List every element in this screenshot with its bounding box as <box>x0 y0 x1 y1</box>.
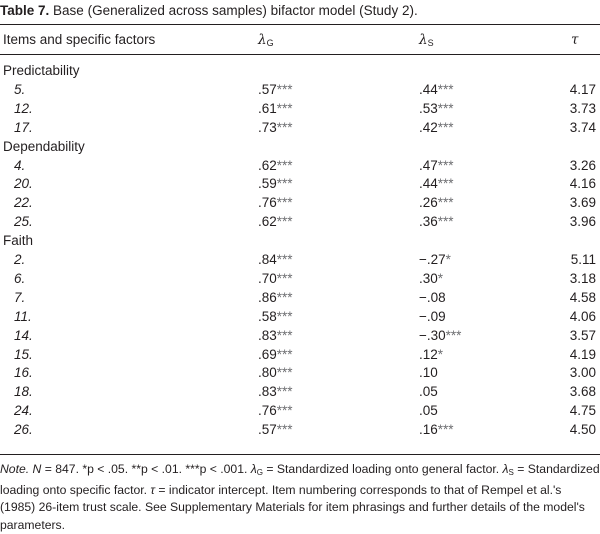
tau-value: 3.74 <box>569 119 596 135</box>
item-number: 17. <box>14 119 33 135</box>
lambda-s-number: .44 <box>419 81 438 97</box>
lambda-g-number: .61 <box>258 100 277 116</box>
lambda-g-significance: *** <box>276 100 293 116</box>
table-row <box>0 422 600 441</box>
lambda-g-value <box>258 328 293 343</box>
lambda-g-number: .84 <box>258 252 277 267</box>
lambda-s-number: .53 <box>419 100 438 116</box>
lambda-s-value <box>419 195 454 210</box>
group-row <box>0 139 600 158</box>
item-number: 18. <box>14 384 33 400</box>
lambda-g-number: .73 <box>258 119 277 135</box>
table-title: Base (Generalized across samples) bifactor model (Study 2). <box>53 3 418 18</box>
lambda-g-number: .76 <box>258 195 277 211</box>
tau-value: 3.00 <box>569 365 596 381</box>
lambda-g-number: .62 <box>258 157 277 173</box>
tau-value: 4.06 <box>569 308 596 324</box>
lambda-g-number: .83 <box>258 384 277 400</box>
item-number: 12. <box>14 100 33 116</box>
lambda-s-value <box>419 422 454 437</box>
lambda-g-value <box>258 120 293 135</box>
lambda-g-significance: *** <box>276 119 293 135</box>
tau-value: 3.69 <box>569 195 596 211</box>
lambda-s-value <box>419 328 461 343</box>
header-tau: τ <box>571 32 579 48</box>
lambda-g-significance: *** <box>276 195 293 211</box>
note-sig2: **p < .01. <box>131 462 182 476</box>
lambda-g-significance: *** <box>276 422 293 438</box>
item-number: 2. <box>14 252 26 267</box>
table-row <box>0 403 600 422</box>
lambda-s-value <box>419 290 446 305</box>
lambda-g-number: .59 <box>258 176 277 192</box>
lambda-s-value <box>419 214 454 229</box>
table-row <box>0 158 600 177</box>
item-number: 16. <box>14 365 33 381</box>
tau-value: 5.11 <box>570 252 596 267</box>
lambda-g-value <box>258 101 293 116</box>
lambda-g-number: .80 <box>258 365 277 381</box>
lambda-g-value <box>258 403 293 418</box>
item-number: 6. <box>14 270 26 286</box>
header-lambda-g: $\lambda_G$ <box>258 32 274 48</box>
header-lambda-s: $\lambda_S$ <box>419 32 434 48</box>
lambda-s-significance: *** <box>437 195 454 211</box>
lambda-s-number: .26 <box>419 195 438 211</box>
lambda-g-significance: *** <box>276 289 293 305</box>
lambda-s-number: .12 <box>419 346 438 362</box>
lambda-s-number: .44 <box>419 176 438 192</box>
lambda-s-value <box>419 176 454 191</box>
lambda-g-number: .57 <box>258 422 277 438</box>
lambda-g-number: .69 <box>258 346 277 362</box>
lambda-s-significance: *** <box>437 176 454 192</box>
lambda-g-significance: *** <box>276 365 293 381</box>
table-note: Note. N = 847. *p < .05. **p < .01. ***p < .001. $\lambda_G$ = Standardized loading onto general factor. $\lambda_S$ = Standardized loading onto specific factor. τ = indicator intercept. Item numbering corresponds to that of Rempel et al.'s (1985) 26-item trust scale. See Supplementary Materials for item phrasings and further details of the model's parameters. <box>0 462 600 532</box>
table-row <box>0 120 600 139</box>
lambda-s-value <box>419 252 451 267</box>
lambda-g-significance: *** <box>276 403 293 419</box>
lambda-g-value <box>258 214 293 229</box>
group-row <box>0 63 600 82</box>
lambda-s-significance: * <box>437 270 444 286</box>
lambda-g-significance: *** <box>276 270 293 286</box>
tau-value: 4.58 <box>569 289 596 305</box>
header-items: Items and specific factors <box>3 32 156 47</box>
lambda-g-value <box>258 158 293 173</box>
lambda-s-value <box>419 384 438 399</box>
lambda-s-number: .10 <box>419 365 438 381</box>
tau-value: 3.57 <box>569 327 596 343</box>
lambda-s-number: .16 <box>419 422 438 438</box>
note-label: Note. <box>0 462 30 476</box>
lambda-s-number: −.09 <box>419 308 446 324</box>
tau-value: 3.26 <box>569 157 596 173</box>
lambda-s-significance: *** <box>437 422 454 438</box>
table-row <box>0 252 600 271</box>
group-name: Faith <box>3 233 34 249</box>
lambda-g-number: .57 <box>258 81 277 97</box>
lambda-s-number: .30 <box>419 270 438 286</box>
table-row <box>0 365 600 384</box>
lambda-g-value <box>258 195 293 210</box>
lambda-g-number: .62 <box>258 214 277 230</box>
lambda-g-value <box>258 309 293 324</box>
item-number: 20. <box>14 176 33 192</box>
item-number: 14. <box>14 327 33 343</box>
lambda-g-number: .58 <box>258 308 277 324</box>
item-number: 15. <box>14 346 33 362</box>
lambda-g-value <box>258 252 293 267</box>
note-sig3: ***p < .001. <box>185 462 248 476</box>
table-row <box>0 176 600 195</box>
lambda-g-value <box>258 271 293 286</box>
tau-value: 4.19 <box>569 346 596 362</box>
tau-value: 3.73 <box>569 100 596 116</box>
lambda-g-value <box>258 176 293 191</box>
lambda-s-value <box>419 365 438 380</box>
lambda-s-value <box>419 309 446 324</box>
lambda-s-significance: *** <box>437 214 454 230</box>
item-number: 11. <box>14 308 32 324</box>
item-number: 24. <box>14 403 33 419</box>
table-row <box>0 82 600 101</box>
lambda-s-significance: *** <box>437 100 454 116</box>
table-row <box>0 271 600 290</box>
lambda-s-number: −.08 <box>419 289 446 305</box>
table-caption <box>0 3 418 18</box>
table-row <box>0 309 600 328</box>
table-row <box>0 101 600 120</box>
table-row <box>0 347 600 366</box>
item-number: 26. <box>14 422 33 438</box>
tau-value: 4.17 <box>569 81 596 97</box>
bottom-rule <box>0 454 600 455</box>
lambda-g-value <box>258 82 293 97</box>
lambda-s-number: −.27 <box>419 252 446 267</box>
lambda-g-value <box>258 384 293 399</box>
group-name: Predictability <box>3 63 80 78</box>
lambda-g-value <box>258 422 293 437</box>
lambda-g-significance: *** <box>276 214 293 230</box>
item-number: 7. <box>14 289 26 305</box>
lambda-s-significance: * <box>445 252 451 267</box>
tau-value: 3.18 <box>569 270 596 286</box>
header-rule <box>0 54 600 55</box>
lambda-s-significance: * <box>437 346 444 362</box>
lambda-g-significance: *** <box>276 157 293 173</box>
table-row <box>0 214 600 233</box>
table-row <box>0 195 600 214</box>
note-sig1: *p < .05. <box>82 462 129 476</box>
lambda-g-significance: *** <box>276 176 293 192</box>
group-name: Dependability <box>3 138 85 154</box>
lambda-s-number: −.30 <box>419 327 446 343</box>
top-rule <box>0 24 600 25</box>
table-row <box>0 290 600 309</box>
table-row <box>0 328 600 347</box>
item-number: 5. <box>14 81 26 97</box>
tau-value: 4.75 <box>569 403 596 419</box>
lambda-g-number: .83 <box>258 327 277 343</box>
lambda-g-significance: *** <box>276 346 293 362</box>
lambda-g-number: .70 <box>258 270 277 286</box>
item-number: 22. <box>14 195 33 211</box>
lambda-s-value <box>419 101 454 116</box>
tau-value: 3.68 <box>569 384 596 400</box>
tau-value: 3.96 <box>569 214 596 230</box>
tau-value: 4.50 <box>569 422 596 438</box>
lambda-s-number: .42 <box>419 119 438 135</box>
tau-value: 4.16 <box>569 176 596 192</box>
lambda-g-significance: *** <box>276 81 293 97</box>
lambda-s-number: .36 <box>419 214 438 230</box>
lambda-s-value <box>419 271 443 286</box>
lambda-s-significance: *** <box>437 119 454 135</box>
lambda-s-value <box>419 347 443 362</box>
lambda-g-value <box>258 347 293 362</box>
table-label: Table 7. <box>0 3 50 18</box>
item-number: 4. <box>14 157 26 173</box>
lambda-s-number: .47 <box>419 157 438 173</box>
lambda-g-number: .76 <box>258 403 277 419</box>
table-row <box>0 384 600 403</box>
lambda-s-value <box>419 82 454 97</box>
lambda-s-number: .05 <box>419 403 438 419</box>
lambda-s-value <box>419 403 438 418</box>
item-number: 25. <box>14 214 33 230</box>
lambda-s-significance: *** <box>437 157 454 173</box>
lambda-s-significance: *** <box>445 327 462 343</box>
lambda-g-value <box>258 365 293 380</box>
group-row <box>0 233 600 252</box>
lambda-g-significance: *** <box>276 252 293 267</box>
lambda-s-significance: *** <box>437 81 454 97</box>
lambda-g-significance: *** <box>276 308 293 324</box>
lambda-g-significance: *** <box>276 384 293 400</box>
lambda-s-value <box>419 158 454 173</box>
lambda-g-significance: *** <box>276 327 293 343</box>
lambda-s-number: .05 <box>419 384 438 400</box>
lambda-s-value <box>419 120 454 135</box>
lambda-g-number: .86 <box>258 289 277 305</box>
lambda-g-value <box>258 290 293 305</box>
